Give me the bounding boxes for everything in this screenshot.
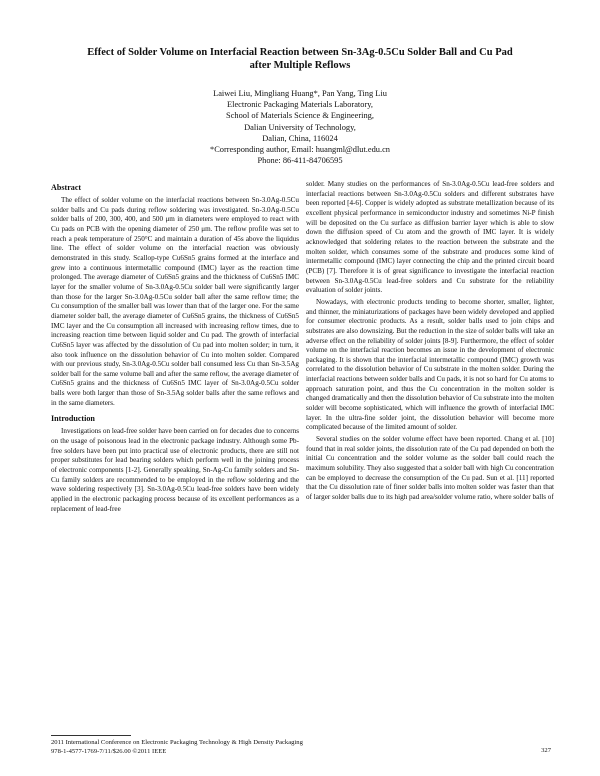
- introduction-heading: Introduction: [51, 414, 95, 424]
- body-paragraph-volume-studies: Several studies on the solder volume effect have been reported. Chang et al. [10] found that in real solder joints, the dissolution rate of the Cu pad depended on both the initial Cu concentration and the solder volume as the solder ball could reach the maximum solubility. They also suggested that a solder ball with high Cu concentration can be employed to decrease the consumption of the Cu pad. Sun et al. [11] reported that the Cu dissolution rate of finer solder balls into molten solder was faster than that of larger solder balls due to its high pad area/solder volume ratio, where solder balls of: [306, 435, 554, 501]
- left-column: [51, 183, 299, 514]
- body-paragraph-miniaturization: Nowadays, with electronic products tending to become shorter, smaller, lighter, and thinner, the miniaturizations of packages have been widely developed and applied for consumer electronic products. As a result, solder balls used to join chips and substrates are also downsizing. But the reduction in the size of solder balls will take an adverse effect on the reliability of solder joints [8-9]. Furthermore, the effect of solder volume on the interfacial reaction becomes an issue in the development of electronic packaging. It is shown that the interfacial intermetallic compound (IMC) growth was correlated to the dissolution behavior of Cu substrate in the molten solder. During the interfacial reactions between solder balls and Cu pads, it is not so hard for Cu atoms to approach saturation point, and thus the Cu concentration in the molten solder is changed dramatically and then the dissolution behavior of Cu substrate into the molten solder will become sophisticated, which will influence the growth of interfacial IMC layer. In the ultra-fine solder joint, the dissolution behavior will become more complicated because of the limited amount of solder.: [306, 297, 554, 432]
- paper-title-line-2: after Multiple Reflows: [249, 60, 351, 71]
- page-footer: [51, 739, 551, 756]
- corresponding-phone: Phone: 86-411-84706595: [257, 156, 343, 166]
- affiliation-school: School of Materials Science & Engineering,: [226, 111, 374, 121]
- conference-name: 2011 International Conference on Electronic Packaging Technology & High Density Packaging: [51, 739, 303, 746]
- affiliation-university: Dalian University of Technology,: [244, 122, 356, 132]
- corresponding-email: *Corresponding author, Email: huangml@dlut.edu.cn: [210, 145, 390, 155]
- author-names: Laiwei Liu, Mingliang Huang*, Pan Yang, Ting Liu: [213, 89, 387, 98]
- author-block: [150, 88, 450, 166]
- right-column: [306, 180, 554, 503]
- abstract-heading: Abstract: [51, 183, 82, 192]
- affiliation-city: Dalian, China, 116024: [262, 133, 338, 143]
- body-paragraph-continued: solder. Many studies on the performances of Sn-3.0Ag-0.5Cu lead-free solders and interfacial reactions between Sn-3.0Ag-0.5Cu solders and different substrates have been reported [4-6]. Copper is widely adopted as substrate metallization because of its excellent physical performance in semiconductor industry and sometimes Ni-P finish will be deposited on the Cu surface as diffusion barrier layer which is able to slow down the diffusion speed of Cu atom and the growth of IMC layer. It is widely acknowledged that soldering relates to the reaction between the substrate and the molten solder, which consumes some of the substrate and produces some kind of intermetallic compound (IMC) layer connecting the chip and the printed circuit board (PCB) [7]. Therefore it is of great significance to investigate the interfacial reaction between Sn-3.0Ag-0.5Cu lead-free solders and Cu substrate for the reliability evaluation of solder joints.: [306, 180, 554, 295]
- page-number: 327: [541, 747, 551, 754]
- paper-title-line-1: Effect of Solder Volume on Interfacial Reaction between Sn-3Ag-0.5Cu Solder Ball and Cu Pad: [87, 47, 513, 58]
- copyright-line: 978-1-4577-1769-7/11/$26.00 ©2011 IEEE: [51, 747, 167, 755]
- introduction-paragraph-1: Investigations on lead-free solder have been carried on for decades due to concerns on the usage of poisonous lead in the electronic package industry. Although some Pb-free solders have been put into practical use of electronic products, there are still not proper substitutes for lead bearing solders which perform well in the joining process of electronic components [1-2]. Generally speaking, Sn-Ag-Cu family solders and Sn-Cu family solders are recommended to be employed in the reflow soldering and the wave soldering respectively [3]. Sn-3.0Ag-0.5Cu lead-free solders have been widely applied in the electronic packaging process because of its excellent performances as a replacement of lead-free: [51, 427, 299, 513]
- paper-title: [40, 46, 560, 72]
- abstract-text: The effect of solder volume on the interfacial reactions between Sn-3.0Ag-0.5Cu solder balls and Cu pads during reflow soldering was investigated. Sn-3.0Ag-0.5Cu solder balls of 200, 300, 400, and 500 μm in diameters were employed to react with Cu pads on PCB with the opening diameter of 250 μm. The reflow profile was set to reach a peak temperature of 250°C and maintain a duration of 45s above the liquidus line. The effect of solder volume on the interfacial reaction was obviously demonstrated in this study. Scallop-type Cu6Sn5 grains formed at the interface and grew into a continuous intermetallic compound (IMC) layer as the reaction time prolonged. The average diameter of Cu6Sn5 grains and the thickness of Cu6Sn5 IMC layer for the smaller volume of Sn-3.0Ag-0.5Cu solder ball were significantly larger than those for the larger Sn-3.0Ag-0.5Cu solder ball after the same reflow time; the Cu consumption of the smaller ball was lower than that of the larger one. For the same diameter solder ball, the average diameter of Cu6Sn5 grains, the thickness of Cu6Sn5 IMC layer and the Cu consumption all increased with increasing reflow times, due to increasing reaction time between liquid solder and Cu pad. The growth of interfacial Cu6Sn5 layer was affected by the dissolution of Cu pad into molten solder; in turn, it also took influence on the dissolution behavior of Cu into molten solder. Compared with our previous study, Sn-3.0Ag-0.5Cu solder ball consumed less Cu than Sn-3.5Ag solder ball for the same volume ball and after the same reflow, the average diameter of Cu6Sn5 grains and the thickness of Cu6Sn5 IMC layer of Sn-3.0Ag-0.5Cu solder balls were both larger than those of Sn-3.5Ag solder balls after the same reflows and in the same diameters.: [51, 196, 299, 407]
- footer-rule: [51, 735, 131, 736]
- affiliation-lab: Electronic Packaging Materials Laboratory,: [227, 100, 373, 110]
